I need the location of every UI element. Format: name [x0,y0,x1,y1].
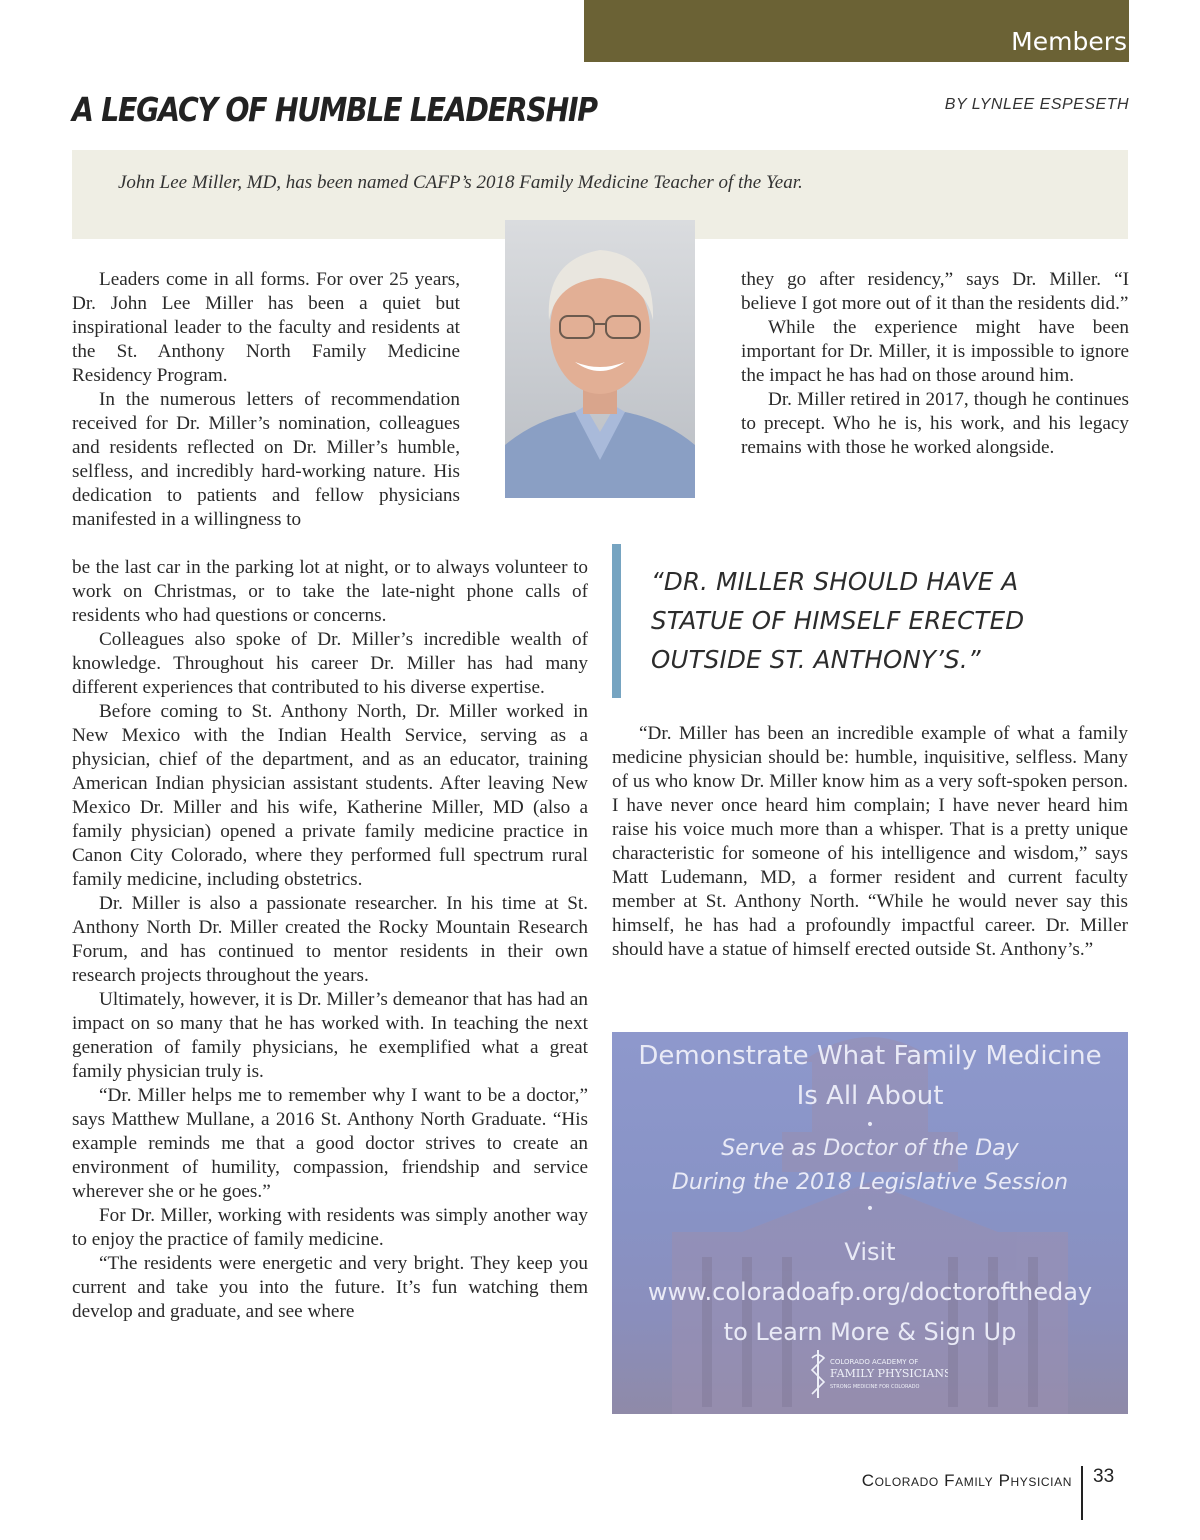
paragraph-10: While the experience might have been important for Dr. Miller, it is impossible to ignore the impact he has had on those around him. [741,317,1129,386]
paragraph-6: Ultimately, however, it is Dr. Miller’s demeanor that has had an impact on so many that he has worked with. In teaching the next generation of family physicians, he exemplified what a great family physician truly is. [72,989,588,1082]
logo-line-2: FAMILY PHYSICIANS [830,1367,948,1380]
right-column-bottom [612,722,1128,962]
paragraph-1: Leaders come in all forms. For over 25 years, Dr. John Lee Miller has been a quiet but inspirational leader to the faculty and residents at the St. Anthony North Family Medicine Residency Program. [72,269,460,386]
ad-headline [612,1036,1128,1134]
paragraph-5: Dr. Miller is also a passionate researcher. In his time at St. Anthony North Dr. Miller created the Rocky Mountain Research Forum, and has continued to mentor residents in their own research projects throughout the years. [72,893,588,986]
section-tab [584,0,1129,62]
left-column-narrow [72,268,460,532]
article-title: A LEGACY OF HUMBLE LEADERSHIP [72,90,597,129]
ad-headline-line-2: Is All About [796,1081,944,1111]
ad-sub-line-1: Serve as Doctor of the Day [721,1136,1019,1161]
article-byline: BY LYNLEE ESPESETH [944,96,1129,113]
pull-quote-bar [612,544,621,698]
paragraph-7: “Dr. Miller helps me to remember why I want to be a doctor,” says Matthew Mullane, a 2016 St. Anthony North Graduate. “His example reminds me that a good doctor strives to create an environment of humility, compassion, friendship and service wherever she or he goes.” [72,1085,588,1202]
paragraph-9-continued: they go after residency,” says Dr. Miller. “I believe I got more out of it than the residents did.” [741,269,1129,314]
caduceus-icon [808,1346,948,1406]
magazine-name: Colorado Family Physician [861,1471,1072,1490]
logo-line-1: COLORADO ACADEMY OF [830,1358,919,1366]
paragraph-4: Before coming to St. Anthony North, Dr. Miller worked in New Mexico with the Indian Health Service, serving as a physician, chief of the department, and as an educator, training American Indian physician assistant students. After leaving New Mexico Dr. Miller and his wife, Katherine Miller, MD (also a family physician) opened a private family medicine practice in Canon City Colorado, where they performed full spectrum rural family medicine, including obstetrics. [72,701,588,890]
paragraph-2-continued: be the last car in the parking lot at night, or to always volunteer to work on Christmas, or to take the late-night phone calls of residents who had questions or concerns. [72,557,588,626]
ad-visit-line-3: to Learn More & Sign Up [723,1318,1017,1346]
ad-bullet-1: • [865,1117,875,1133]
ad-headline-line-1: Demonstrate What Family Medicine [638,1041,1102,1071]
left-column-wide [72,556,588,1324]
paragraph-9: “The residents were energetic and very bright. They keep you current and take you into the future. It’s fun watching them develop and graduate, and see where [72,1253,588,1322]
paragraph-2: In the numerous letters of recommendation received for Dr. Miller’s nomination, colleagues and residents reflected on Dr. Miller’s humble, selfless, and incredibly hard-working nature. His dedication to patients and fellow physicians manifested in a willingness to [72,389,460,530]
portrait-illustration [505,220,695,498]
paragraph-12: “Dr. Miller has been an incredible example of what a family medicine physician should be: humble, inquisitive, selfless. Many of us who know Dr. Miller know him as a very soft-spoken person. I have never once heard him complain; I have never heard him raise his voice much more than a whisper. That is a pretty unique characteristic for someone of his intelligence and wisdom,” says Matt Ludemann, MD, a former resident and current faculty member at St. Anthony North. “While he would never say this himself, he has had a profoundly impactful career. Dr. Miller should have a statue of himself erected outside St. Anthony’s.” [612,723,1128,960]
cafp-logo [808,1346,948,1406]
ad-visit-line-1: Visit [844,1238,896,1266]
section-label: Members [1011,27,1127,56]
ad-visit [612,1232,1128,1352]
ad-bullet-2: • [865,1201,875,1217]
ad-sub-line-2: During the 2018 Legislative Session [671,1170,1069,1195]
ad-url-link[interactable]: www.coloradoafp.org/doctoroftheday [647,1278,1093,1306]
pull-quote: “DR. MILLER SHOULD HAVE A STATUE OF HIMSELF ERECTED OUTSIDE ST. ANTHONY’S.” [651,567,1025,674]
page-number: 33 [1093,1466,1115,1487]
footer-divider [1081,1466,1083,1520]
portrait-photo [505,220,695,498]
paragraph-11: Dr. Miller retired in 2017, though he continues to precept. Who he is, his work, and his legacy remains with those he worked alongside. [741,389,1129,458]
paragraph-8: For Dr. Miller, working with residents was simply another way to enjoy the practice of family medicine. [72,1205,588,1250]
paragraph-3: Colleagues also spoke of Dr. Miller’s incredible wealth of knowledge. Throughout his career Dr. Miller has had many different experiences that contributed to his diverse expertise. [72,629,588,698]
logo-line-3: STRONG MEDICINE FOR COLORADO [830,1384,920,1390]
ad-subheadline [612,1132,1128,1218]
article-deck: John Lee Miller, MD, has been named CAFP’s 2018 Family Medicine Teacher of the Year. [118,172,803,193]
right-column-top [741,268,1129,460]
